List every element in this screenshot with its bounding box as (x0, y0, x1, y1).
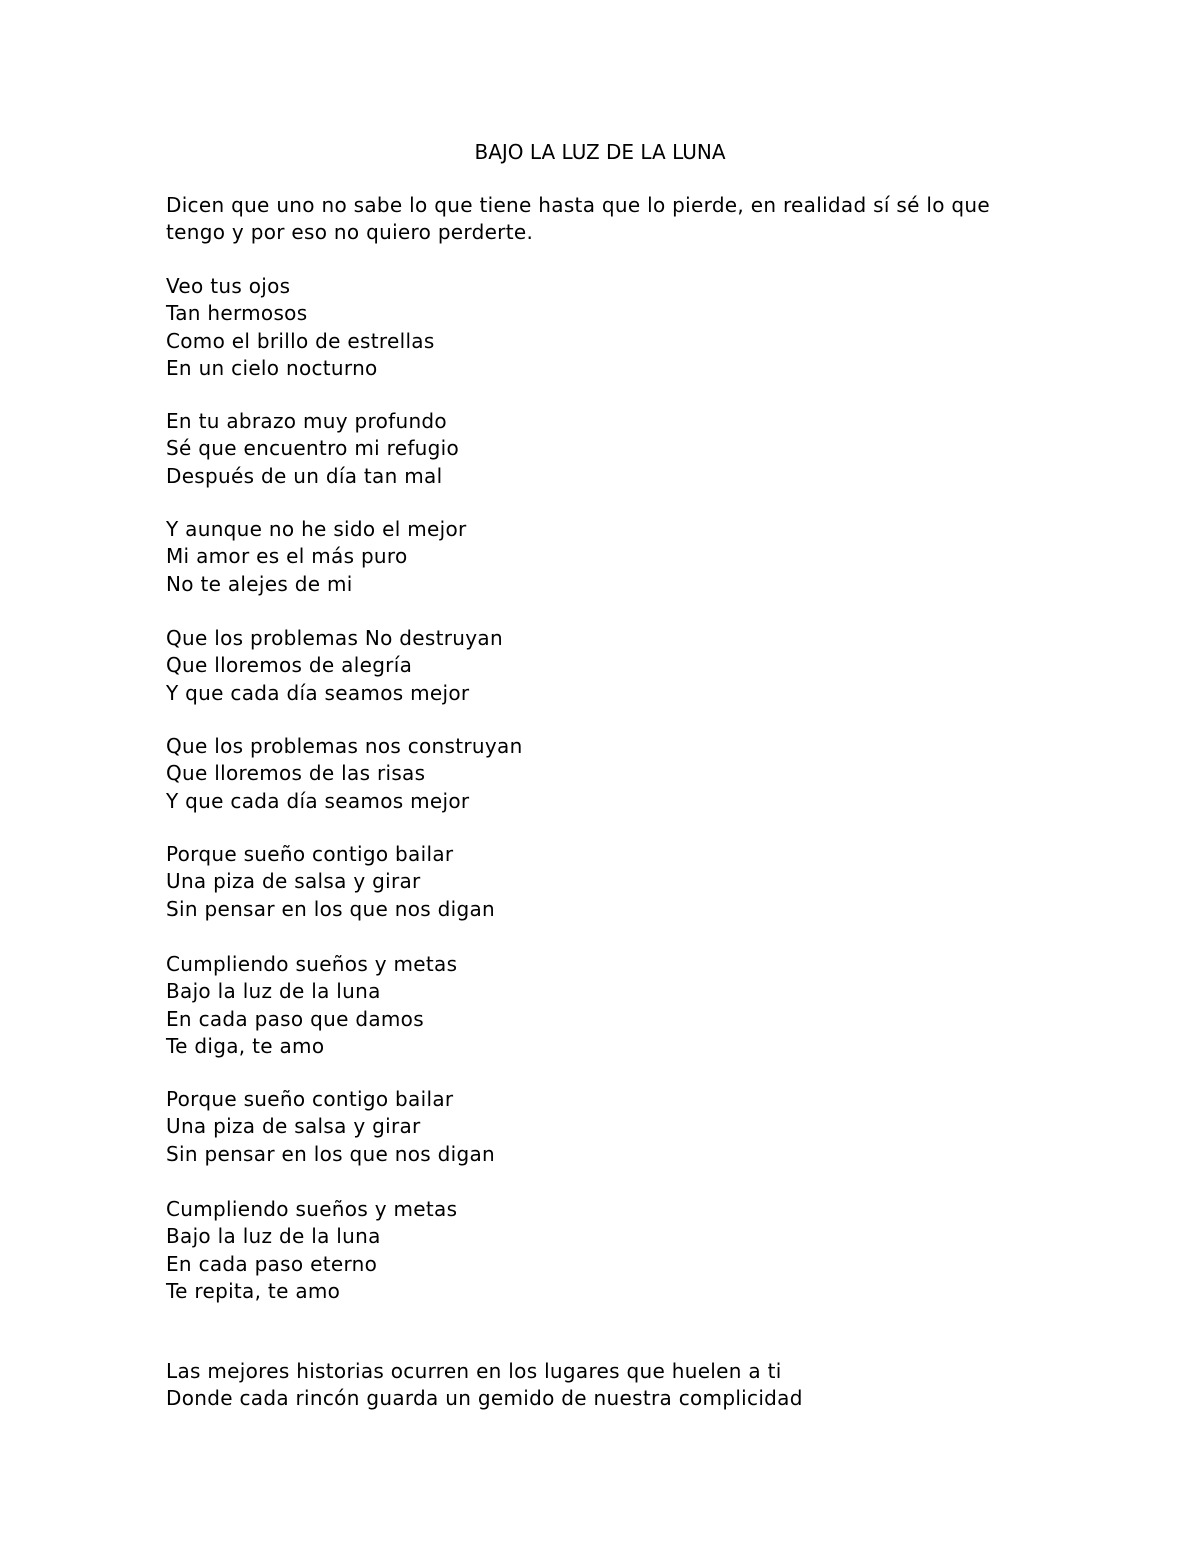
verse-line: Y que cada día seamos mejor (166, 788, 470, 813)
stanza (166, 1196, 1046, 1305)
verse-line: Después de un día tan mal (166, 463, 443, 488)
intro-line: tengo y por eso no quiero perderte. (166, 220, 534, 245)
verse-line: En tu abrazo muy profundo (166, 409, 447, 433)
verse-line: Que los problemas nos construyan (166, 734, 523, 758)
verse-line: Mi amor es el más puro (166, 544, 408, 569)
closing-stanza (166, 1358, 1046, 1413)
verse-line: En cada paso eterno (166, 1251, 378, 1276)
stanza (166, 516, 1046, 598)
verse-line: Te repita, te amo (166, 1278, 341, 1303)
stanza (166, 841, 1046, 923)
verse-line: No te alejes de mi (166, 571, 353, 596)
verse-line: Tan hermosos (166, 301, 308, 326)
verse-line: Y que cada día seamos mejor (166, 680, 470, 705)
verse-line: Sé que encuentro mi refugio (166, 436, 460, 461)
document-title: BAJO LA LUZ DE LA LUNA (474, 140, 726, 164)
verse-line: Las mejores historias ocurren en los lugares que huelen a ti (166, 1359, 782, 1383)
intro-line: Dicen que uno no sabe lo que tiene hasta que lo pierde, en realidad sí sé lo que (166, 193, 990, 217)
verse-line: Una piza de salsa y girar (166, 1114, 421, 1139)
verse-line: En cada paso que damos (166, 1006, 424, 1031)
verse-line: Sin pensar en los que nos digan (166, 896, 496, 921)
stanza (166, 408, 1046, 490)
verse-line: Que los problemas No destruyan (166, 626, 503, 650)
verse-line: Porque sueño contigo bailar (166, 1087, 454, 1111)
stanza (166, 1086, 1046, 1168)
verse-line: Como el brillo de estrellas (166, 328, 435, 353)
verse-line: En un cielo nocturno (166, 355, 378, 380)
verse-line: Te diga, te amo (166, 1033, 325, 1058)
verse-line: Sin pensar en los que nos digan (166, 1141, 496, 1166)
stanza (166, 951, 1046, 1060)
stanza (166, 273, 1046, 382)
verse-line: Que lloremos de alegría (166, 653, 413, 678)
verse-line: Donde cada rincón guarda un gemido de nuestra complicidad (166, 1386, 803, 1411)
verse-line: Cumpliendo sueños y metas (166, 1197, 458, 1221)
verse-line: Bajo la luz de la luna (166, 979, 381, 1004)
verse-line: Y aunque no he sido el mejor (166, 517, 467, 541)
verse-line: Que lloremos de las risas (166, 761, 426, 786)
verse-line: Veo tus ojos (166, 274, 291, 298)
stanza (166, 625, 1046, 707)
stanza (166, 733, 1046, 815)
verse-line: Una piza de salsa y girar (166, 869, 421, 894)
verse-line: Cumpliendo sueños y metas (166, 952, 458, 976)
intro-paragraph (166, 192, 1046, 247)
verse-line: Porque sueño contigo bailar (166, 842, 454, 866)
verse-line: Bajo la luz de la luna (166, 1224, 381, 1249)
